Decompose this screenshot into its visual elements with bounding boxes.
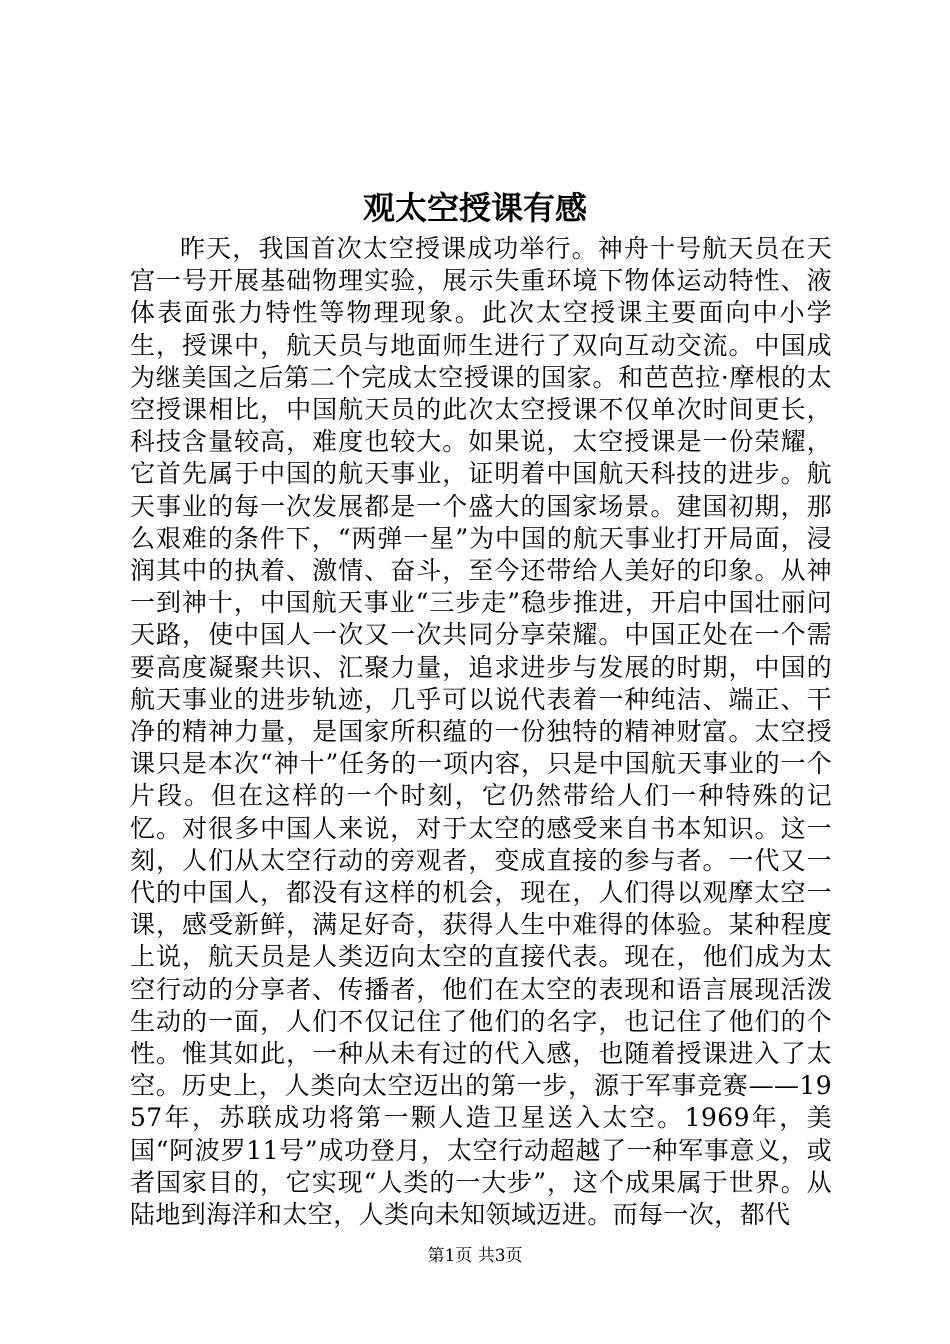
document-body-paragraph: 昨天，我国首次太空授课成功举行。神舟十号航天员在天宫一号开展基础物理实验，展示失重环境下物体运动特性、液体表面张力特性等物理现象。此次太空授课主要面向中小学生，授课中，航天员与地面师生进行了双向互动交流。中国成为继美国之后第二个完成太空授课的国家。和芭芭拉·摩根的太空授课相比，中国航天员的此次太空授课不仅单次时间更长，科技含量较高，难度也较大。如果说，太空授课是一份荣耀，它首先属于中国的航天事业，证明着中国航天科技的进步。航天事业的每一次发展都是一个盛大的国家场景。建国初期，那么艰难的条件下，“两弹一星”为中国的航天事业打开局面，浸润其中的执着、激情、奋斗，至今还带给人美好的印象。从神一到神十，中国航天事业“三步走”稳步推进，开启中国壮丽问天路，使中国人一次又一次共同分享荣耀。中国正处在一个需要高度凝聚共识、汇聚力量，追求进步与发展的时期，中国的航天事业的进步轨迹，几乎可以说代表着一种纯洁、端正、干净的精神力量，是国家所积蕴的一份独特的精神财富。太空授课只是本次“神十”任务的一项内容，只是中国航天事业的一个片段。但在这样的一个时刻，它仍然带给人们一种特殊的记忆。对很多中国人来说，对于太空的感受来自书本知识。这一刻，人们从太空行动的旁观者，变成直接的参与者。一代又一代的中国人，都没有这样的机会，现在，人们得以观摩太空一课，感受新鲜，满足好奇，获得人生中难得的体验。某种程度上说，航天员是人类迈向太空的直接代表。现在，他们成为太空行动的分享者、传播者，他们在太空的表现和语言展现活泼生动的一面，人们不仅记住了他们的名字，也记住了他们的个性。惟其如此，一种从未有过的代入感，也随着授课进入了太空。历史上，人类向太空迈出的第一步，源于军事竞赛——1957年，苏联成功将第一颗人造卫星送入太空。1969年，美国“阿波罗11号”成功登月，太空行动超越了一种军事意义，或者国家目的，它实现“人类的一大步”，这个成果属于世界。从陆地到海洋和太空，人类向未知领域迈进。而每一次，都代 [130,234,832,1230]
document-title: 观太空授课有感 [362,189,587,227]
page-number-footer: 第1页 共3页 [427,1246,523,1266]
